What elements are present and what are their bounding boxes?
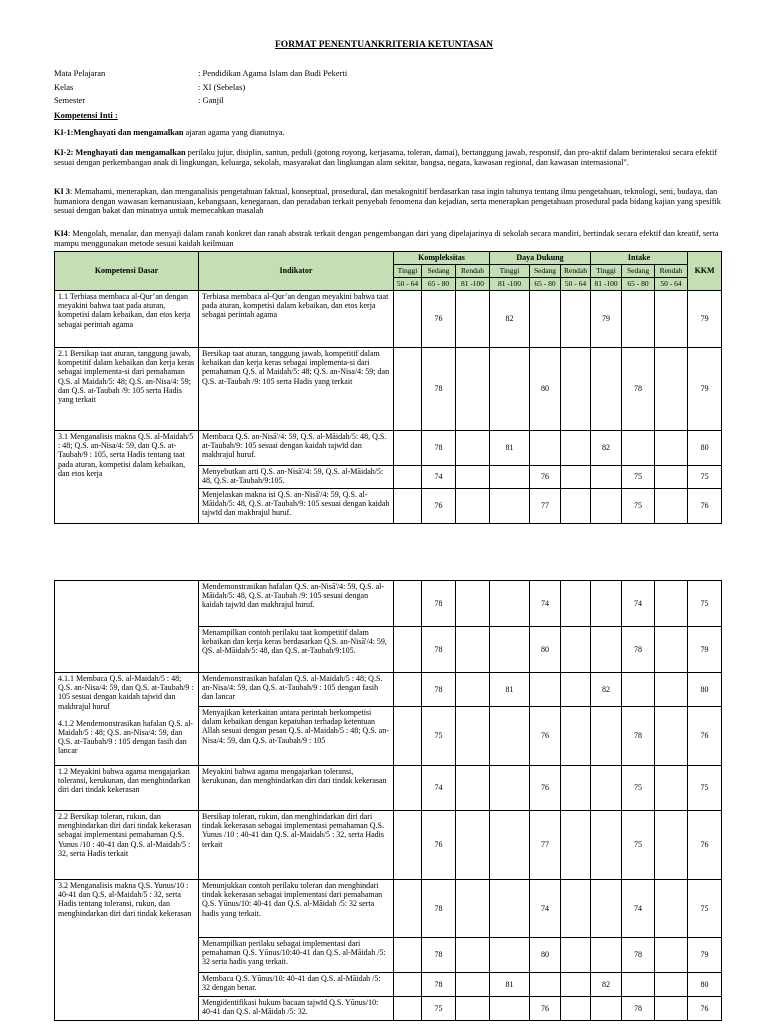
kd-cell (55, 673, 199, 766)
score-cell (655, 291, 688, 348)
table-row (55, 811, 722, 880)
score-cell (561, 489, 591, 524)
score-cell (456, 291, 490, 348)
score-cell: 74 (422, 466, 456, 489)
indikator-cell: Membaca Q.S. Yūnus/10: 40-41 dan Q.S. al-Māidah /5: 32 dengan benar. (199, 973, 394, 997)
indikator-cell: Menunjukkan contoh perilaku toleran dan menghindari tindak kekerasan sebagai implementasi dari pemahaman Q.S. Yūnus/10: 40-41 dan Q.S. al-Māidah /5: 32 serta hadis yang terkait. (199, 880, 394, 938)
score-cell: 78 (422, 973, 456, 997)
score-cell: 74 (422, 766, 456, 811)
range-intake-sedang: 65 - 80 (622, 278, 655, 291)
score-cell: 78 (422, 581, 456, 627)
score-cell (561, 997, 591, 1021)
score-cell (561, 973, 591, 997)
table-row (55, 673, 722, 707)
score-cell (655, 707, 688, 766)
score-cell (561, 707, 591, 766)
ki-label: KI-1:Menghayati dan mengamalkan (54, 128, 184, 137)
indikator-cell: Bersikap toleran, rukun, dan menghindarkan diri dari tindak kekerasan sebagai implementasi pemahaman Q.S. Yunus /10 : 40-41 dan Q.S. al-Maidah/5 : 32, serta Hadis terkait (199, 811, 394, 880)
score-cell (456, 466, 490, 489)
score-cell (456, 973, 490, 997)
table-row (55, 766, 722, 811)
score-cell: 77 (530, 811, 561, 880)
score-cell: 78 (622, 627, 655, 673)
table-row (55, 581, 722, 627)
score-cell (456, 627, 490, 673)
score-cell (456, 431, 490, 466)
ki-label: KI4 (54, 229, 68, 238)
score-cell (561, 673, 591, 707)
kd-cell: 1.1 Terbiasa membaca al-Qur’an dengan meyakini bahwa taat pada aturan, kompetisi dalam kebaikan, dan etos kerja sebagai perintah agama (55, 291, 199, 348)
score-cell (394, 348, 422, 431)
score-cell: 78 (422, 627, 456, 673)
score-cell (655, 489, 688, 524)
score-cell (490, 880, 530, 938)
kkm-table-page-1 (54, 251, 722, 524)
score-cell: 80 (530, 627, 561, 673)
score-cell (591, 581, 622, 627)
score-cell (490, 707, 530, 766)
score-cell (394, 973, 422, 997)
score-cell: 82 (591, 673, 622, 707)
score-cell (456, 581, 490, 627)
score-cell (622, 673, 655, 707)
score-cell (561, 627, 591, 673)
col-rendah: Rendah (561, 265, 591, 278)
kkm-cell: 80 (688, 973, 722, 997)
score-cell (530, 431, 561, 466)
kkm-cell: 79 (688, 291, 722, 348)
score-cell: 76 (530, 766, 561, 811)
score-cell: 80 (530, 348, 561, 431)
range-daya-dukung-sedang: 65 - 80 (530, 278, 561, 291)
table-row (55, 431, 722, 466)
indikator-cell: Meyakini bahwa agama mengajarkan toleransi, kerukunan, dan menghindarkan diri dari tindak kekerasan (199, 766, 394, 811)
score-cell (591, 880, 622, 938)
col-indikator: Indikator (199, 252, 394, 291)
kkm-cell: 76 (688, 997, 722, 1021)
score-cell: 74 (622, 880, 655, 938)
score-cell (561, 348, 591, 431)
score-cell (394, 880, 422, 938)
score-cell (591, 938, 622, 973)
score-cell (655, 673, 688, 707)
score-cell (591, 766, 622, 811)
col-daya-dukung: Daya Dukung (490, 252, 591, 265)
score-cell (490, 811, 530, 880)
score-cell: 78 (422, 880, 456, 938)
score-cell (655, 811, 688, 880)
score-cell (394, 489, 422, 524)
score-cell (591, 811, 622, 880)
ki-heading: Kompetensi Inti : (54, 110, 118, 120)
kd-cell: 3.1 Menganalisis makna Q.S. al-Maidah/5 : 48; Q.S. an-Nisa/4: 59, dan Q.S. at-Taubah/9 : 105, serta Hadis tentang taat pada aturan, kompetisi dalam kebaikan, dan etos kerja (55, 431, 199, 524)
col-kompleksitas: Kompleksitas (394, 252, 490, 265)
score-cell (394, 431, 422, 466)
score-cell: 76 (422, 811, 456, 880)
ki-text: : Memahami, menerapkan, dan menganalisis pengetahuan faktual, konseptual, prosedural, dan metakognitif berdasarkan rasa ingin tahunya tentang ilmu pengetahuan, teknologi, seni, budaya, dan humaniora dengan wawasan kemanusiaan, kebangsaan, kenegaraan, dan peradaban terkait penyebab fenomena dan kejadian, serta menerapkan pengetahuan prosedural pada bidang kajian yang spesifik sesuai dengan bakat dan minatnya untuk memecahkan masalah (54, 187, 721, 216)
score-cell (394, 811, 422, 880)
range-daya-dukung-rendah: 50 - 64 (561, 278, 591, 291)
range-intake-rendah: 50 - 64 (655, 278, 688, 291)
indikator-cell: Menyajikan keterkaitan antara perintah berkompetisi dalam kebaikan dengan kepatuhan terhadap ketentuan Allah sesuai dengan pesan Q.S. al-Maidah/5 : 48; Q.S. an-Nisa/4: 59, dan Q.S. at-Taubah/9 : 105 (199, 707, 394, 766)
kkm-cell: 80 (688, 673, 722, 707)
score-cell (561, 766, 591, 811)
score-cell: 82 (591, 973, 622, 997)
kkm-cell: 75 (688, 880, 722, 938)
score-cell (456, 707, 490, 766)
kkm-table-page-2 (54, 580, 722, 1021)
score-cell (490, 627, 530, 673)
score-cell (561, 880, 591, 938)
meta-value: : Pendidikan Agama Islam dan Budi Pekerti (198, 68, 348, 78)
score-cell (561, 938, 591, 973)
score-cell (591, 489, 622, 524)
score-cell: 81 (490, 973, 530, 997)
score-cell: 78 (422, 938, 456, 973)
score-cell (394, 581, 422, 627)
meta-value: : Ganjil (198, 95, 224, 105)
score-cell (561, 581, 591, 627)
ki-4 (54, 229, 722, 248)
score-cell: 74 (530, 581, 561, 627)
score-cell (456, 489, 490, 524)
score-cell: 78 (422, 431, 456, 466)
indikator-cell: Menjelaskan makna isi Q.S. an-Nisā'/4: 59, Q.S. al-Māidah/5: 48, Q.S. at-Taubah/9: 105 sesuai dengan kaidah tajwīd dan makhrajul huruf. (199, 489, 394, 524)
score-cell: 81 (490, 673, 530, 707)
score-cell (561, 466, 591, 489)
score-cell (655, 627, 688, 673)
score-cell (456, 997, 490, 1021)
score-cell (490, 766, 530, 811)
col-rendah: Rendah (655, 265, 688, 278)
score-cell (530, 673, 561, 707)
score-cell (394, 466, 422, 489)
score-cell: 75 (422, 997, 456, 1021)
kkm-cell: 76 (688, 489, 722, 524)
score-cell (655, 766, 688, 811)
range-kompleksitas-sedang: 65 - 80 (422, 278, 456, 291)
score-cell: 75 (622, 766, 655, 811)
score-cell (622, 291, 655, 348)
range-daya-dukung-tinggi: 81 -100 (490, 278, 530, 291)
score-cell: 78 (622, 938, 655, 973)
score-cell (655, 466, 688, 489)
ki-text: : Mengolah, menalar, dan menyaji dalam ranah konkret dan ranah abstrak terkait dengan pengembangan dari yang dipelajarinya di sekolah secara mandiri, bertindak secara efektif dan kreatif, serta mampu menggunakan metode sesuai kaidah keilmuan (54, 229, 719, 248)
score-cell (456, 766, 490, 811)
score-cell (456, 938, 490, 973)
indikator-cell: Terbiasa membaca al-Qur’an dengan meyakini bahwa taat pada aturan, kompetisi dalam kebaikan, dan etos kerja sebagai perintah agama (199, 291, 394, 348)
range-kompleksitas-rendah: 81 -100 (456, 278, 490, 291)
score-cell (394, 673, 422, 707)
score-cell (561, 811, 591, 880)
score-cell (591, 466, 622, 489)
kd-cell: 1.2 Meyakini bahwa agama mengajarkan toleransi, kerukunan, dan menghindarkan diri dari tindak kekerasan (55, 766, 199, 811)
score-cell: 80 (530, 938, 561, 973)
indikator-cell: Menampilkan perilaku sebagai implementasi dari pemahaman Q.S. Yūnus/10:40-41 dan Q.S. al-Māidah /5: 32 serta hadis yang terkait. (199, 938, 394, 973)
score-cell (591, 997, 622, 1021)
score-cell (655, 880, 688, 938)
score-cell (655, 973, 688, 997)
indikator-cell: Menyebutkan arti Q.S. an-Nisā'/4: 59, Q.S. al-Māidah/5: 48, Q.S. at-Taubah/9:105. (199, 466, 394, 489)
score-cell: 74 (622, 581, 655, 627)
score-cell (530, 973, 561, 997)
score-cell: 76 (422, 291, 456, 348)
score-cell (456, 348, 490, 431)
col-intake: Intake (591, 252, 688, 265)
ki-label: KI-2: Menghayati dan mengamalkan (54, 148, 186, 157)
score-cell: 79 (591, 291, 622, 348)
score-cell: 76 (530, 466, 561, 489)
score-cell (622, 973, 655, 997)
score-cell (490, 348, 530, 431)
meta-value: : XI (Sebelas) (198, 82, 246, 92)
col-rendah: Rendah (456, 265, 490, 278)
score-cell (456, 673, 490, 707)
indikator-cell: Membaca Q.S. an-Nisā'/4: 59, Q.S. al-Māidah/5: 48, Q.S. at-Taubah/9: 105 sesuai dengan kaidah tajwīd dan makhrajul huruf. (199, 431, 394, 466)
score-cell: 76 (530, 707, 561, 766)
score-cell (561, 431, 591, 466)
score-cell: 78 (422, 348, 456, 431)
indikator-cell: Menampilkan contoh perilaku taat kompetitif dalam kebaikan dan kerja keras berdasarkan Q.S. an-Nisā'/4: 59, QS. al-Māidah/5: 48, dan Q.S. at-Taubah/9:105. (199, 627, 394, 673)
score-cell (622, 431, 655, 466)
kkm-cell: 75 (688, 581, 722, 627)
col-sedang: Sedang (422, 265, 456, 278)
col-kkm: KKM (688, 252, 722, 291)
meta-label: Kelas (54, 82, 74, 92)
score-cell (561, 291, 591, 348)
kkm-cell: 79 (688, 348, 722, 431)
score-cell: 77 (530, 489, 561, 524)
score-cell (591, 707, 622, 766)
col-tinggi: Tinggi (490, 265, 530, 278)
score-cell (490, 997, 530, 1021)
score-cell: 75 (422, 707, 456, 766)
col-sedang: Sedang (622, 265, 655, 278)
ki-3 (54, 187, 722, 216)
score-cell (394, 997, 422, 1021)
score-cell: 74 (530, 880, 561, 938)
score-cell (394, 938, 422, 973)
kd-cell: 2.1 Bersikap taat aturan, tanggung jawab, kompetitif dalam kebaikan dan kerja keras sebagai implementa-si dari pemahaman Q.S. al Maidah/5: 48; Q.S. an-Nisa/4: 59; dan Q.S. at-Taubah /9: 105 serta Hadis yang terkait (55, 348, 199, 431)
score-cell (655, 431, 688, 466)
score-cell (591, 348, 622, 431)
score-cell (655, 938, 688, 973)
table-row (55, 348, 722, 431)
indikator-cell: Mendemonstrasikan hafalan Q.S. an-Nisā'/4: 59, Q.S. al-Māidah/5: 48, Q.S. at-Taubah /9: 105 sesuai dengan kaidah tajwīd dan makhrajul huruf. (199, 581, 394, 627)
kd-text: 4.1.2 Mendemonstrasikan hafalan Q.S. al-Maidah/5 : 48; Q.S. an-Nisa/4: 59, dan Q.S. at-Taubah/9 : 105 dengan fasih dan lancar (58, 718, 194, 756)
document-title: FORMAT PENENTUANKRITERIA KETUNTASAN (275, 40, 493, 50)
score-cell (490, 489, 530, 524)
ki-2 (54, 148, 722, 167)
score-cell (655, 997, 688, 1021)
score-cell (394, 291, 422, 348)
col-kompetensi-dasar: Kompetensi Dasar (55, 252, 199, 291)
range-intake-tinggi: 81 -100 (591, 278, 622, 291)
score-cell (530, 291, 561, 348)
kkm-cell: 80 (688, 431, 722, 466)
ki-1 (54, 128, 722, 138)
ki-label: KI 3 (54, 187, 70, 196)
score-cell (394, 766, 422, 811)
score-cell: 76 (422, 489, 456, 524)
kd-text: 4.1.1 Membaca Q.S. al-Maidah/5 : 48; Q.S. an-Nisa/4: 59, dan Q.S. at-Taubah/9 : 105 sesuai dengan kaidah tajwid dan makhrajul huruf (58, 674, 194, 711)
indikator-cell: Mendemonstrasikan hafalan Q.S. al-Maidah/5 : 48; Q.S. an-Nisa/4: 59, dan Q.S. at-Taubah/9 : 105 dengan fasih dan lancar (199, 673, 394, 707)
score-cell: 78 (622, 997, 655, 1021)
table-row (55, 291, 722, 348)
score-cell (456, 811, 490, 880)
score-cell (655, 348, 688, 431)
score-cell (490, 581, 530, 627)
ki-text: ajaran agama yang dianutnya. (183, 128, 285, 137)
table-row (55, 880, 722, 938)
score-cell: 75 (622, 811, 655, 880)
meta-label: Semester (54, 95, 86, 105)
kd-cell: 2.2 Bersikap toleran, rukun, dan menghindarkan diri dari tindak kekerasan sebagai implementasi pemahaman Q.S. Yunus /10 : 40-41 dan Q.S. al-Maidah/5 : 32, serta Hadis terkait (55, 811, 199, 880)
indikator-cell: Bersikap taat aturan, tanggung jawab, kompetitif dalam kebaikan dan kerja keras sebagai implementa-si dari pemahaman Q.S. al Maidah/5: 48; Q.S. an-Nisa/4: 59; dan Q.S. at-Taubah /9: 105 serta Hadis yang terkait (199, 348, 394, 431)
kkm-cell: 76 (688, 707, 722, 766)
score-cell (456, 880, 490, 938)
kkm-cell: 75 (688, 766, 722, 811)
score-cell (655, 581, 688, 627)
col-tinggi: Tinggi (591, 265, 622, 278)
score-cell: 82 (591, 431, 622, 466)
range-kompleksitas-tinggi: 50 - 64 (394, 278, 422, 291)
score-cell: 78 (622, 348, 655, 431)
score-cell (591, 627, 622, 673)
score-cell (394, 627, 422, 673)
score-cell: 78 (622, 707, 655, 766)
kd-cell: 3.2 Menganalisis makna Q.S. Yunus/10 : 40-41 dan Q.S. al-Maidah/5 : 32, serta Hadis tentang toleransi, rukun, dan menghindarkan diri dari tindak kekerasan (55, 880, 199, 1021)
score-cell (490, 466, 530, 489)
score-cell: 75 (622, 489, 655, 524)
kkm-cell: 79 (688, 627, 722, 673)
kkm-cell: 79 (688, 938, 722, 973)
score-cell (394, 707, 422, 766)
score-cell: 76 (530, 997, 561, 1021)
ki-text: perilaku jujur, disiplin, santun, peduli (gotong royong, kerjasama, toleran, damai), bertanggung jawab, responsif, dan pro-aktif dalam berinteraksi secara efektif sesuai dengan perkembangan anak di lingkungan, keluarga, sekolah, masyarakat dan lingkungan alam sekitar, bangsa, negara, kawasan regional, dan kawasan internasional". (54, 148, 718, 167)
indikator-cell: Mengidentifikasi hukum bacaan tajwīd Q.S. Yūnus/10: 40-41 dan Q.S. al-Māidah /5: 32. (199, 997, 394, 1021)
kkm-cell: 76 (688, 811, 722, 880)
kkm-cell: 75 (688, 466, 722, 489)
col-sedang: Sedang (530, 265, 561, 278)
score-cell: 78 (422, 673, 456, 707)
score-cell (490, 938, 530, 973)
score-cell: 75 (622, 466, 655, 489)
meta-label: Mata Pelajaran (54, 68, 106, 78)
col-tinggi: Tinggi (394, 265, 422, 278)
score-cell: 81 (490, 431, 530, 466)
kd-cell (55, 581, 199, 673)
score-cell: 82 (490, 291, 530, 348)
